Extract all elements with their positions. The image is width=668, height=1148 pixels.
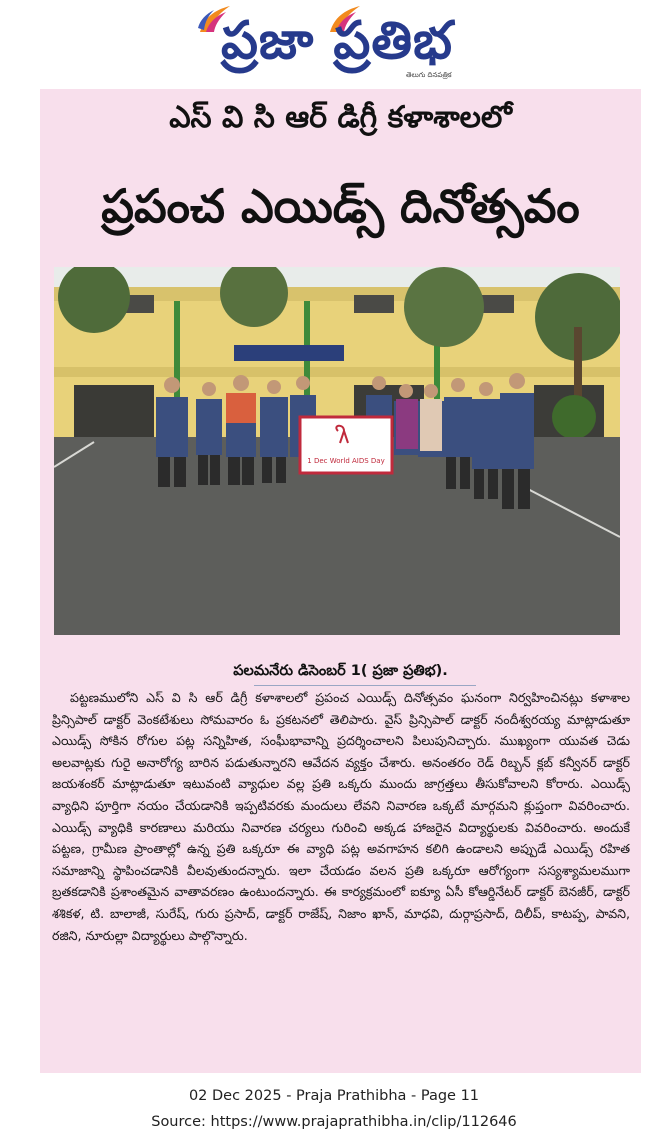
event-photo <box>54 267 620 635</box>
edition-line: 02 Dec 2025 - Praja Prathibha - Page 11 <box>188 1088 480 1104</box>
logo-tagline: తెలుగు దినపత్రిక <box>406 71 452 79</box>
article-body: పట్టణములోని ఎస్ వి సి ఆర్ డిగ్రీ కళాశాలలో ప్రపంచ ఎయిడ్స్ దినోత్సవం ఘనంగా నిర్వహించినట్లు కళాశాల ప్రిన్సిపాల్ డాక్టర్ వెంకటేశులు సోమవారం ఓ ప్రకటనలో తెలిపారు. వైస్ ప్రిన్సిపాల్ డాక్టర్ నందీశ్వరయ్య మాట్లాడుతూ ఎయిడ్స్ సోకిన రోగుల పట్ల సన్నిహిత, సంఘీభావాన్ని ప్రదర్శించాలని పిలుపునిచ్చారు. ముఖ్యంగా యువత చెడు అలవాట్లకు గురై అనారోగ్య బారిన పడుతున్నారని ఆవేదన వ్యక్తం చేశారు. అనంతరం రెడ్ రిబ్బన్ క్లబ్ కన్వీనర్ డాక్టర్ జయశంకర్ మాట్లాడుతూ ఇటువంటి వ్యాధుల వల్ల ప్రతి ఒక్కరు ముందు జాగ్రత్తలు తీసుకోవాలని కోరారు. ఎయిడ్స్ వ్యాధిని పూర్తిగా నయం చేయడానికి ఇప్పటివరకు మందులు లేవని నివారణ ఒక్కటే మార్గమని క్లుప్తంగా వివరించారు. ఎయిడ్స్ వ్యాధికి కారణాలు మరియు నివారణ చర్యలు గురించి అక్కడ హాజరైన విద్యార్థులకు వివరించారు. అందుకే పట్టణ, గ్రామీణ ప్రాంతాల్లో ఉన్న ప్రతి ఒక్కరూ ఈ వ్యాధి పట్ల అవగాహన కలిగి ఉండాలని అప్పుడే ఎయిడ్స్ రహిత సమాజాన్ని స్థాపించడానికి వీలవుతుందన్నారు. ఇలా చేయడం వలన ప్రతి ఒక్కరూ ఆరోగ్యంగా సస్యశ్యామలముగా బ్రతకడానికి ప్రశాంతమైన వాతావరణం ఉంటుందన్నారు. ఈ కార్యక్రమంలో ఐక్యూ ఏసీ కోఆర్డినేటర్ డాక్టర్ బెనజీర్, డాక్టర్ శశికళ, టి. బాలాజీ, సురేష్, గురు ప్రసాద్, డాక్టర్ రాజేష్, నిజాం ఖాన్, మాధవి, దుర్గాప్రసాద్, దిలీప్, కాటప్ప, పావని, రజిని, నూరుల్లా విద్యార్థులు పాల్గొన్నారు. <box>52 690 631 943</box>
divider <box>254 685 476 686</box>
dateline: పలమనేరు డిసెంబర్ 1( ప్రజా ప్రతిభ). <box>233 663 448 679</box>
newspaper-logo: ప్రజా ప్రతిభ <box>220 11 454 71</box>
kicker-headline: ఎస్ వి సి ఆర్ డిగ్రీ కళాశాలలో <box>169 100 512 135</box>
photo-illustration <box>54 267 620 635</box>
news-clipping <box>40 89 641 1073</box>
masthead <box>0 0 668 86</box>
main-headline: ప్రపంచ ఎయిడ్స్ దినోత్సవం <box>101 179 580 233</box>
source-line: Source: https://www.prajaprathibha.in/clip/112646 <box>151 1114 517 1130</box>
photo-banner-text: 1 Dec World AIDS Day <box>307 457 385 465</box>
